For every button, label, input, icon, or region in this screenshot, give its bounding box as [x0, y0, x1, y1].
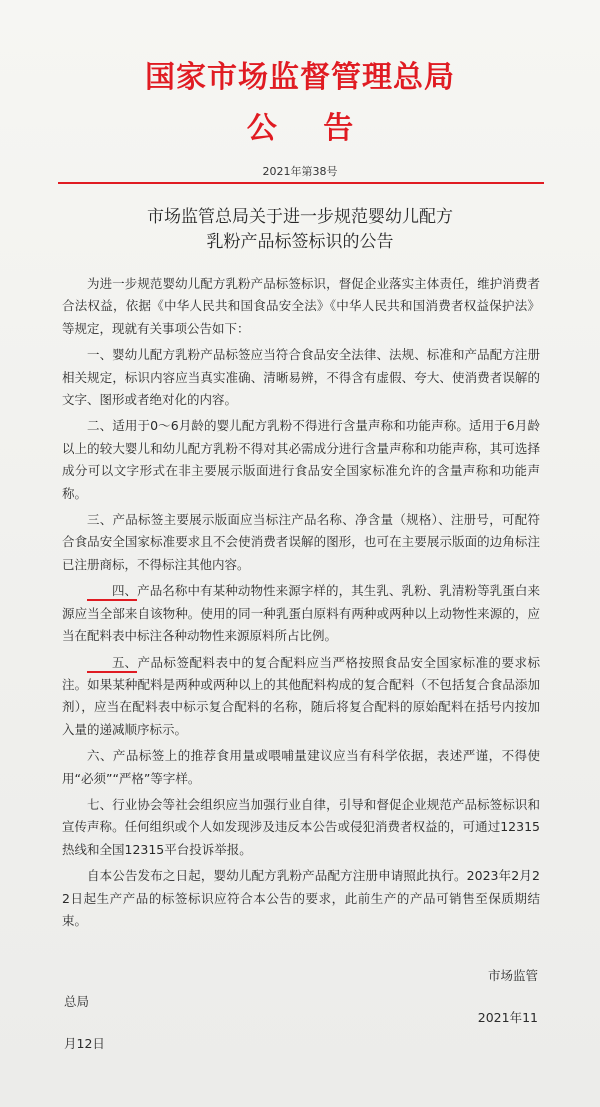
- item-5-text: 产品标签配料表中的复合配料应当严格按照食品安全国家标准的要求标注。如果某种配料是两种或两种以上的其他配料构成的复合配料（不包括复合食品添加剂），应当在配料表中标示复合配料的名称，随后将复合配料的原始配料在括号内按加入量的递减顺序标示。: [62, 654, 540, 737]
- item-6: 六、产品标签上的推荐食用量或喂哺量建议应当有科学依据，表述严谨，不得使用“必须”“严格”等字样。: [62, 748, 540, 786]
- notice-body: [62, 273, 540, 936]
- notice-title: 公 告: [246, 111, 372, 146]
- agency-title: 国家市场监督管理总局: [145, 60, 455, 95]
- item-7: 七、行业协会等社会组织应当加强行业自律，引导和督促企业规范产品标签标识和宣传声称。任何组织或个人如发现涉及违反本公告或侵犯消费者权益的，可通过12315热线和全国12315平台投诉举报。: [62, 796, 540, 857]
- item-5: [62, 652, 540, 742]
- signature-agency-line-1: 市场监管: [487, 968, 538, 983]
- subject-line-1: 市场监管总局关于进一步规范婴幼儿配方: [147, 207, 453, 227]
- red-divider: [58, 182, 544, 184]
- item-3: 三、产品标签主要展示版面应当标注产品名称、净含量（规格）、注册号，可配符合食品安全国家标准要求且不会使消费者误解的图形，也可在主要展示版面的边角标注已注册商标，不得标注其他内容。: [62, 512, 540, 572]
- intro-paragraph: 为进一步规范婴幼儿配方乳粉产品标签标识，督促企业落实主体责任，维护消费者合法权益，依据《中华人民共和国食品安全法》《中华人民共和国消费者权益保护法》等规定，现就有关事项公告如下：: [62, 276, 540, 336]
- closing-paragraph: 自本公告发布之日起，婴幼儿配方乳粉产品配方注册申请照此执行。2023年2月22日起生产产品的标签标识应符合本公告的要求，此前生产的产品可销售至保质期结束。: [62, 868, 540, 928]
- signature-agency-line-2: 总局: [64, 994, 90, 1009]
- item-4: [62, 580, 540, 647]
- item-5-marker: 五、: [87, 655, 137, 673]
- signature-date-line-1: 2021年11: [477, 1010, 538, 1025]
- signature-date-line-2: 月12日: [64, 1036, 105, 1051]
- item-1: 一、婴幼儿配方乳粉产品标签应当符合食品安全法律、法规、标准和产品配方注册相关规定，标识内容应当真实准确、清晰易辨，不得含有虚假、夸大、使消费者误解的文字、图形或者绝对化的内容。: [62, 347, 540, 408]
- notice-subject: [0, 205, 600, 255]
- item-4-text: 产品名称中有某种动物性来源字样的，其生乳、乳粉、乳清粉等乳蛋白来源应当全部来自该物种。使用的同一种乳蛋白原料有两种或两种以上动物性来源的，应当在配料表中标注各种动物性来源原料所占比例。: [62, 583, 540, 644]
- item-2: 二、适用于0～6月龄的婴儿配方乳粉不得进行含量声称和功能声称。适用于6月龄以上的较大婴儿和幼儿配方乳粉不得对其必需成分进行含量声称和功能声称，其可选择成分可以文字形式在非主要展示版面进行食品安全国家标准允许的含量声称和功能声称。: [62, 418, 540, 501]
- document-number: 2021年第38号: [262, 165, 338, 178]
- item-4-marker: 四、: [87, 583, 137, 601]
- subject-line-2: 乳粉产品标签标识的公告: [206, 232, 394, 252]
